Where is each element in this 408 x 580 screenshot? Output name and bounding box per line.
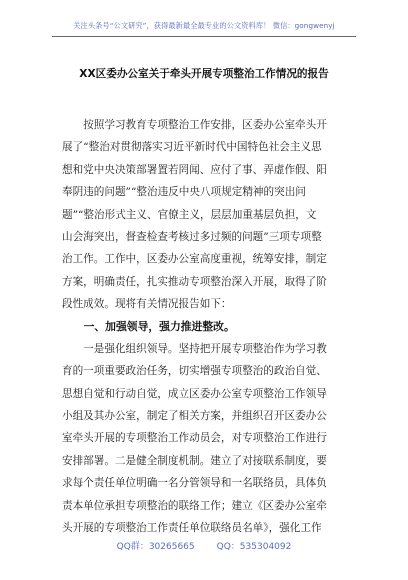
body-line: 求每个责任单位明确一名分管领导和一名联络员，具体负 bbox=[62, 477, 327, 490]
body-line: 责本单位承担专项整治的联络工作；建立《区委办公室牵 bbox=[62, 499, 327, 512]
header-divider bbox=[52, 36, 356, 37]
header-banner: 关注头条号“公文研究”，获得最新最全最专业的公文资料库！ 微信：gongwenyj bbox=[73, 21, 335, 30]
body-line: 展了“整治对贯彻落实习近平新时代中国特色社会主义思 bbox=[62, 141, 322, 154]
body-line: 段性成效。现将有关情况报告如下： bbox=[62, 298, 232, 311]
body-line: 小组及其办公室，制定了相关方案，并组织召开区委办公 bbox=[62, 410, 327, 423]
body-line: 思想自觉和行动自觉，成立区委办公室专项整治工作领导 bbox=[62, 387, 327, 400]
body-line: 想和党中央决策部署置若罔闻、应付了事、弄虚作假、阳 bbox=[62, 163, 327, 176]
section-heading: 一、加强领导，强力推进整改。 bbox=[62, 319, 235, 333]
document-body bbox=[62, 114, 358, 539]
body-line: 按照学习教育专项整治工作安排，区委办公室牵头开 bbox=[62, 119, 327, 131]
footer-qq-group: QQ群：30265665 bbox=[116, 542, 195, 552]
body-line: 一是强化组织领导。坚持把开展专项整治作为学习教 bbox=[62, 342, 327, 355]
body-line: 题”“整治形式主义、官僚主义，层层加重基层负担，文 bbox=[62, 208, 317, 221]
body-line: 安排部署。二是健全制度机制。建立了对接联系制度，要 bbox=[62, 454, 327, 467]
document-title: XX区委办公室关于牵头开展专项整治工作情况的报告 bbox=[79, 68, 329, 80]
body-line: 治工作。工作中，区委办公室高度重视，统筹安排，制定 bbox=[62, 253, 327, 266]
body-line: 头开展的专项整治工作责任单位联络员名单》，强化工作 bbox=[62, 522, 322, 535]
body-line: 奉阴违的问题”“整治违反中央八项规定精神的突出问 bbox=[62, 186, 306, 199]
body-line: 方案，明确责任，扎实推动专项整治深入开展，取得了阶 bbox=[62, 275, 327, 288]
body-line: 室牵头开展的专项整治工作动员会，对专项整治工作进行 bbox=[62, 432, 327, 445]
body-line: 山会海突出，督查检查考核过多过频的问题”三项专项整 bbox=[62, 230, 322, 243]
footer-qq-contact: QQ：535304092 bbox=[216, 542, 292, 552]
footer bbox=[0, 539, 408, 552]
body-line: 育的一项重要政治任务，切实增强专项整治的政治自觉、 bbox=[62, 365, 327, 378]
